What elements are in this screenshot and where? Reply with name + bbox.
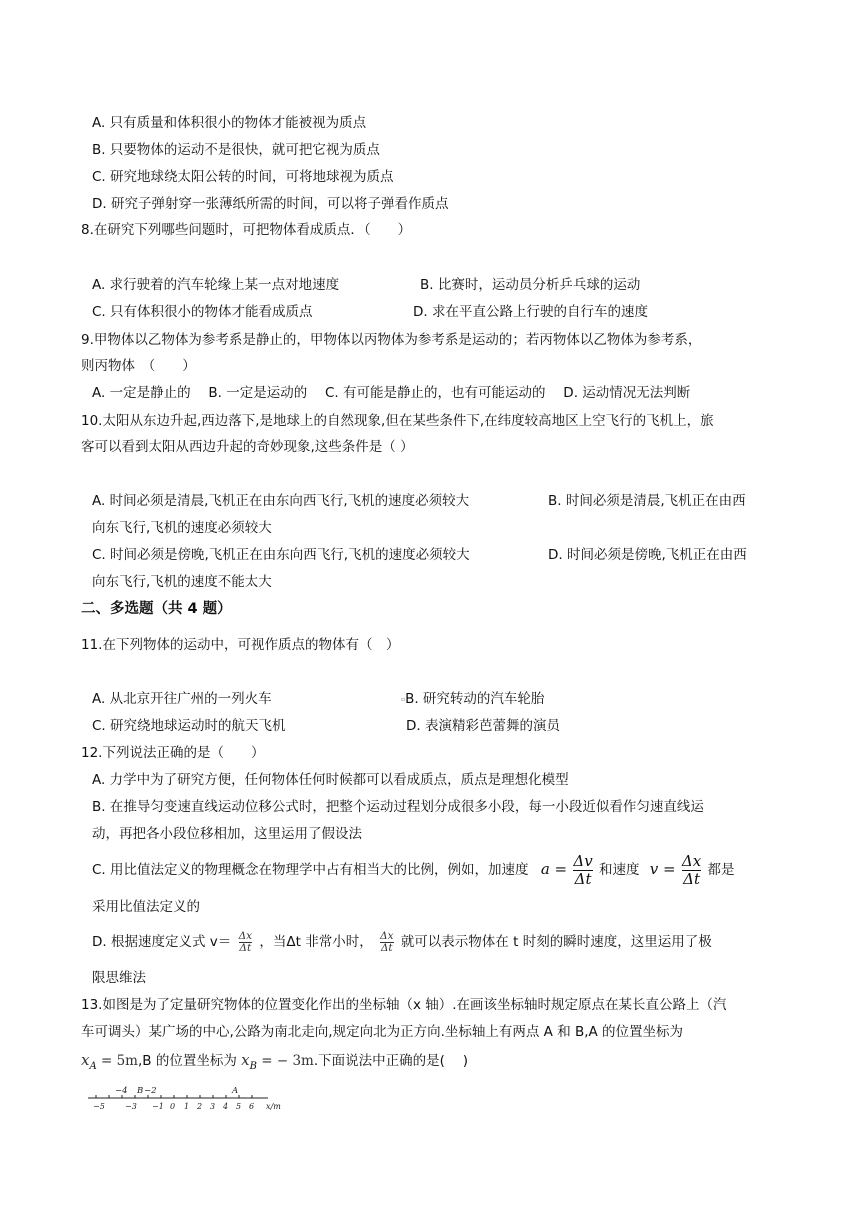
tick-label-minus-3: −3 bbox=[125, 1102, 137, 1111]
q10-option-a: A. 时间必须是清晨,飞机正在由东向西飞行,飞机的速度必须较大 bbox=[92, 493, 470, 509]
formula-dx: Δx bbox=[681, 851, 702, 870]
q13-stem-line1: 13.如图是为了定量研究物体的位置变化作出的坐标轴（x 轴）.在画该坐标轴时规定原点在某长直公路上（汽 bbox=[81, 997, 727, 1013]
q7-option-b: B. 只要物体的运动不是很快，就可把它视为质点 bbox=[92, 142, 380, 158]
q11-option-d: D. 表演精彩芭蕾舞的演员 bbox=[406, 718, 560, 734]
q8-option-b: B. 比赛时，运动员分析乒乓球的运动 bbox=[420, 277, 641, 293]
xA-val: = 5m bbox=[96, 1053, 138, 1069]
q12-option-b-line2: 动，再把各小段位移相加，这里运用了假设法 bbox=[92, 826, 362, 842]
formula-v-lhs: v = bbox=[649, 860, 676, 878]
tick-label-3: 3 bbox=[210, 1102, 216, 1111]
label-minus-4: −4 bbox=[115, 1086, 128, 1096]
formula-small-1 bbox=[239, 931, 253, 954]
q12-option-d-text3: 就可以表示物体在 t 时刻的瞬时速度，这里运用了极 bbox=[400, 934, 712, 950]
q10-option-b-line2: 向东飞行,飞机的速度必须较大 bbox=[92, 520, 272, 536]
q12-option-a: A. 力学中为了研究方便，任何物体任何时候都可以看成质点，质点是理想化模型 bbox=[92, 772, 569, 788]
coordinate-axis-figure bbox=[88, 1082, 288, 1112]
formula-small-den2: Δt bbox=[380, 941, 393, 954]
image-placeholder-icon: ▫ bbox=[401, 696, 406, 703]
xB-var: x bbox=[241, 1051, 250, 1069]
q9-stem-line1: 9.甲物体以乙物体为参考系是静止的，甲物体以丙物体为参考系是运动的；若丙物体以乙物体为参考系， bbox=[81, 332, 702, 348]
q8-option-c: C. 只有体积很小的物体才能看成质点 bbox=[92, 304, 313, 320]
q12-option-c-text3: 都是 bbox=[707, 862, 735, 878]
formula-small-num: Δx bbox=[238, 929, 253, 942]
formula-dv: Δv bbox=[573, 851, 593, 870]
q10-option-d-line2: 向东飞行,飞机的速度不能太大 bbox=[92, 574, 272, 590]
q12-stem: 12.下列说法正确的是（ ） bbox=[81, 745, 265, 761]
formula-dv-dt bbox=[573, 853, 592, 888]
q11-option-b-text: B. 研究转动的汽车轮胎 bbox=[405, 691, 545, 707]
q10-option-d-line1: D. 时间必须是傍晚,飞机正在由西 bbox=[548, 547, 747, 563]
xA-var: x bbox=[81, 1051, 90, 1069]
axis-unit-label: x/m bbox=[266, 1102, 281, 1111]
xB-val: = − 3m bbox=[256, 1053, 314, 1069]
section-heading: 二、多选题（共 4 题） bbox=[81, 601, 232, 617]
tick-label-0: 0 bbox=[170, 1102, 176, 1111]
tick-label-minus-1: −1 bbox=[152, 1102, 164, 1111]
tick-label-6: 6 bbox=[249, 1102, 255, 1111]
q13-stem-line2: 车可调头）某广场的中心,公路为南北走向,规定向北为正方向.坐标轴上有两点 A 和 B,A 的位置坐标为 bbox=[81, 1024, 684, 1040]
q11-stem: 11.在下列物体的运动中，可视作质点的物体有（ ） bbox=[81, 637, 400, 653]
tick-label-1: 1 bbox=[184, 1102, 190, 1111]
q12-option-d-text2: ，当Δt 非常小时， bbox=[259, 934, 373, 950]
q10-option-b-line1: B. 时间必须是清晨,飞机正在由西 bbox=[548, 493, 746, 509]
formula-dt: Δt bbox=[574, 869, 592, 888]
q11-option-c: C. 研究绕地球运动时的航天飞机 bbox=[92, 718, 286, 734]
q13-stem-line3 bbox=[81, 1049, 468, 1078]
q12-option-c-line2: 采用比值法定义的 bbox=[92, 899, 200, 915]
formula-a-lhs: a = bbox=[540, 860, 568, 878]
formula-small-num2: Δx bbox=[380, 929, 394, 942]
q12-option-c-line1 bbox=[92, 850, 735, 889]
q10-option-c: C. 时间必须是傍晚,飞机正在由东向西飞行,飞机的速度必须较大 bbox=[92, 547, 470, 563]
q12-option-d-line1 bbox=[92, 926, 712, 958]
q7-option-c: C. 研究地球绕太阳公转的时间，可将地球视为质点 bbox=[92, 169, 394, 185]
formula-dt2: Δt bbox=[683, 869, 700, 888]
q12-option-c-text2: 和速度 bbox=[599, 862, 640, 878]
q12-option-b-line1: B. 在推导匀变速直线运动位移公式时，把整个运动过程划分成很多小段，每一小段近似看作匀速直线运 bbox=[92, 799, 704, 815]
tick-label-4: 4 bbox=[223, 1102, 229, 1111]
xB-sub: B bbox=[249, 1061, 257, 1072]
formula-small-2 bbox=[380, 931, 394, 954]
formula-small-den: Δt bbox=[239, 941, 252, 954]
label-point-a: A bbox=[232, 1086, 239, 1096]
q9-stem-line2: 则丙物体 （ ） bbox=[81, 358, 196, 374]
q8-option-d: D. 求在平直公路上行驶的自行车的速度 bbox=[413, 304, 648, 320]
q9-options: A. 一定是静止的 B. 一定是运动的 C. 有可能是静止的，也有可能运动的 D. 运动情况无法判断 bbox=[92, 385, 691, 401]
q10-stem-line1: 10.太阳从东边升起,西边落下,是地球上的自然现象,但在某些条件下,在纬度较高地区上空飞行的飞机上，旅 bbox=[81, 413, 714, 429]
q7-option-d: D. 研究子弹射穿一张薄纸所需的时间，可以将子弹看作质点 bbox=[92, 196, 449, 212]
q12-option-d-text: D. 根据速度定义式 v＝ bbox=[92, 934, 232, 950]
q12-option-c-text: C. 用比值法定义的物理概念在物理学中占有相当大的比例，例如，加速度 bbox=[92, 862, 529, 878]
q7-option-a: A. 只有质量和体积很小的物体才能被视为质点 bbox=[92, 115, 367, 131]
q13-mid: ,B 的位置坐标为 bbox=[138, 1053, 242, 1069]
q12-option-d-line2: 限思维法 bbox=[92, 970, 146, 986]
label-point-b: B bbox=[137, 1086, 144, 1096]
q13-tail: .下面说法中正确的是( ) bbox=[313, 1053, 468, 1069]
label-minus-2: −2 bbox=[144, 1086, 157, 1096]
q10-stem-line2: 客可以看到太阳从西边升起的奇妙现象,这些条件是（ ） bbox=[81, 439, 414, 455]
xA-sub: A bbox=[89, 1061, 97, 1072]
q11-option-b bbox=[401, 690, 544, 709]
q8-stem: 8.在研究下列哪些问题时，可把物体看成质点．（ ） bbox=[81, 222, 412, 238]
q8-option-a: A. 求行驶着的汽车轮缘上某一点对地速度 bbox=[92, 277, 340, 293]
tick-label-minus-5: −5 bbox=[93, 1102, 105, 1111]
tick-label-5: 5 bbox=[236, 1102, 242, 1111]
tick-label-2: 2 bbox=[197, 1102, 203, 1111]
formula-dx-dt bbox=[682, 853, 701, 888]
q11-option-a: A. 从北京开往广州的一列火车 bbox=[92, 691, 272, 707]
